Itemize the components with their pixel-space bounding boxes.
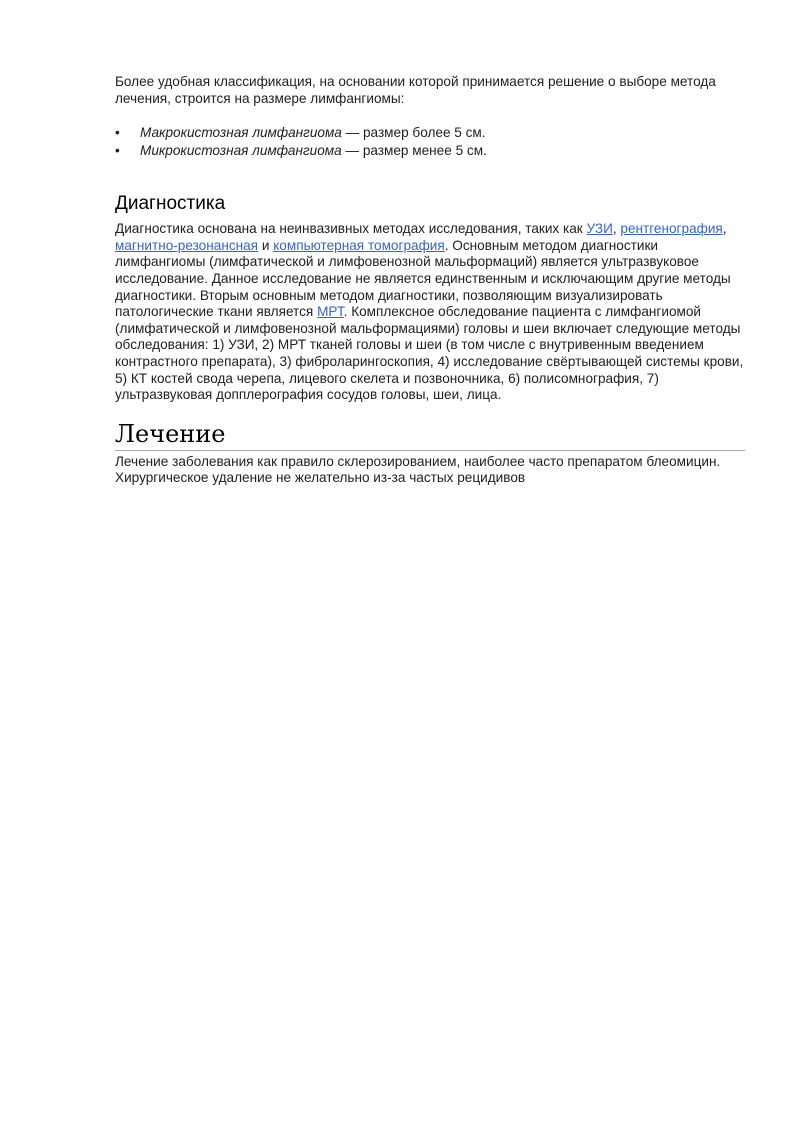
link-uzi[interactable]: УЗИ (586, 221, 613, 237)
diagnostics-text: Диагностика основана на неинвазивных методах исследования, таких как (115, 221, 587, 237)
type-name: Макрокистозная лимфангиома (140, 125, 342, 141)
article-content (115, 74, 745, 487)
treatment-paragraph: Лечение заболевания как правило склерозированием, наиболее часто препаратом блеомицин. Хирургическое удаление не желательно из-за частых рецидивов (115, 453, 721, 486)
list-item (115, 124, 745, 142)
bullet-icon: • (115, 125, 120, 141)
link-mrt[interactable]: МРТ (317, 304, 344, 320)
separator: , (722, 221, 727, 237)
type-name: Микрокистозная лимфангиома (140, 143, 342, 159)
classification-intro: Более удобная классификация, на основании которой принимается решение о выборе метода лечения, строится на размере лимфангиомы: (115, 74, 716, 106)
link-radiography[interactable]: рентгенография (620, 221, 723, 237)
separator: и (258, 237, 274, 253)
diagnostics-text: . Основным методом диагностики лимфангиомы (лимфатической и лимфовенозной мальформаций) является ультразвуковое исследование. Данное исследование не является единственным и исключающим другие методы диагностики. Вторым основным методом диагностики, позволяющим визуализировать патологические ткани является (115, 237, 731, 320)
type-description: — размер более 5 см. (341, 125, 486, 141)
separator: , (612, 221, 621, 237)
link-magnetic-resonance[interactable]: магнитно-резонансная (115, 237, 259, 253)
diagnostics-heading: Диагностика (115, 193, 226, 215)
lymphangioma-types-list (115, 124, 745, 160)
diagnostics-text: . Комплексное обследование пациента с лимфангиомой (лимфатической и лимфовенозной мальформациями) головы и шеи включает следующие методы обследования: 1) УЗИ, 2) МРТ тканей головы и шеи (в том числе с внутривенным введением контрастного препарата), 3) фиброларингоскопия, 4) исследование свёртывающей системы крови, 5) КТ костей свода черепа, лицевого скелета и позвоночника, 6) полисомнография, 7) ультразвуковая допплерография сосудов головы, шеи, лица. (115, 304, 744, 403)
type-description: — размер менее 5 см. (341, 143, 487, 159)
link-computed-tomography[interactable]: компьютерная томография (273, 237, 445, 253)
list-item (115, 142, 745, 160)
treatment-heading: Лечение (115, 420, 745, 451)
diagnostics-paragraph (115, 221, 745, 404)
bullet-icon: • (115, 143, 120, 159)
